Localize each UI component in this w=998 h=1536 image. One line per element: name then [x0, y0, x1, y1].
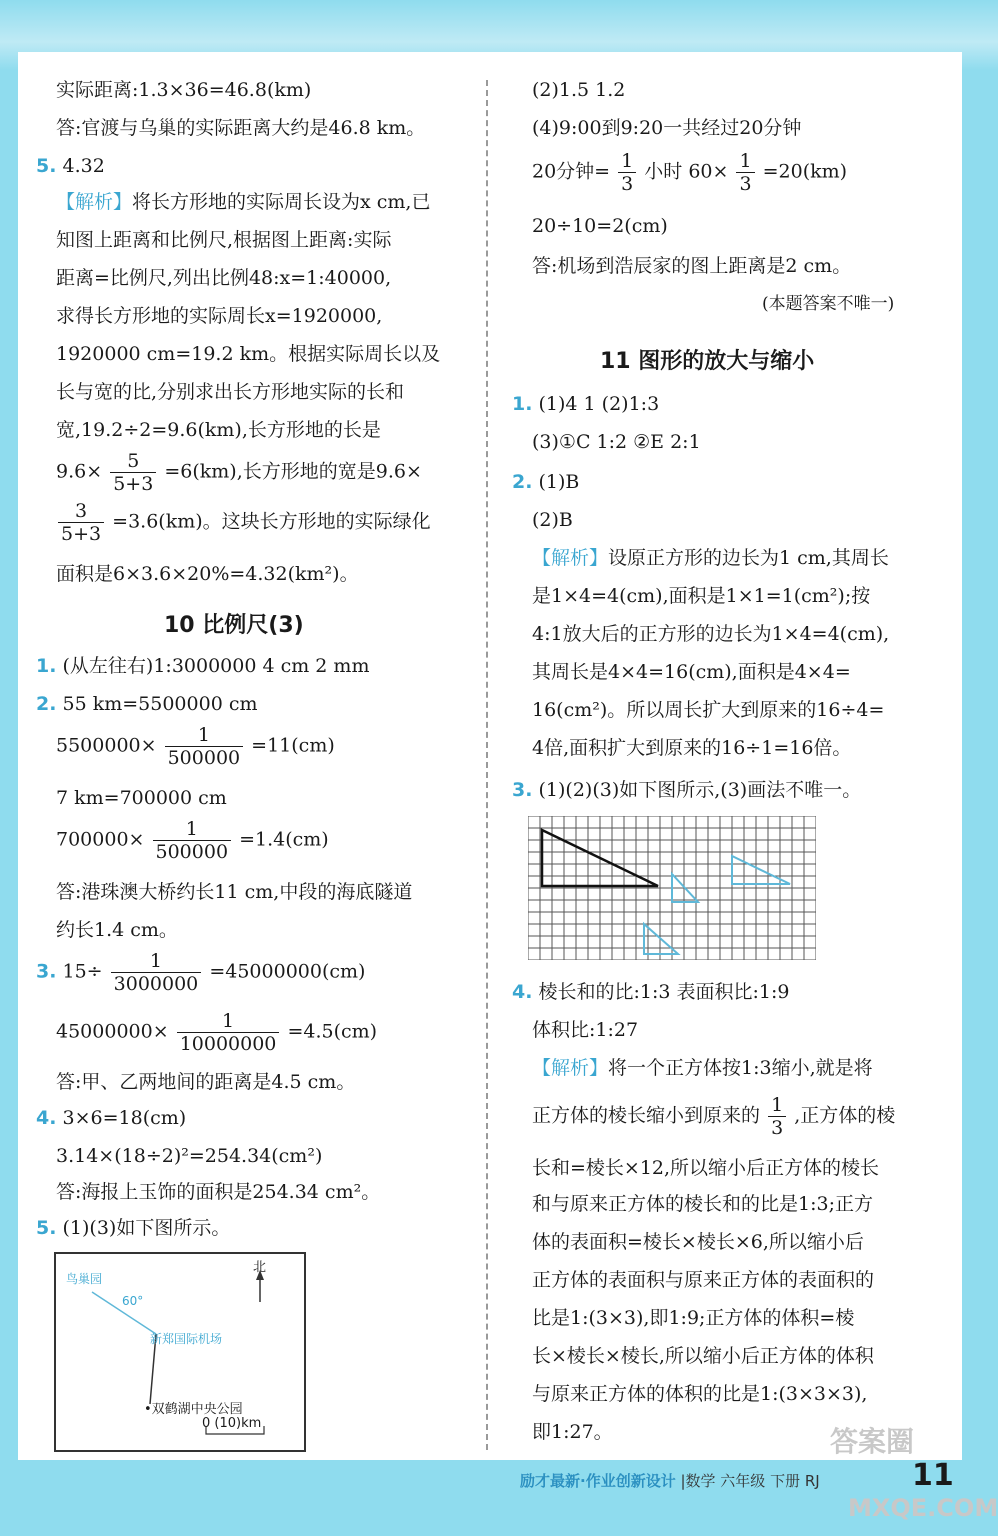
- map-point-label: 新郑国际机场: [150, 1332, 223, 1346]
- denominator: 500000: [167, 747, 241, 769]
- explanation-line: 与原来正方体的体积的比是1:(3×3×3),: [532, 1383, 868, 1405]
- answer: (1)(2)(3)如下图所示,(3)画法不唯一。: [538, 779, 862, 801]
- text: 45000000×: [56, 1020, 169, 1043]
- denominator: 500000: [155, 841, 229, 863]
- explanation-line: [532, 1094, 895, 1139]
- explanation-line: 求得长方形地的实际周长x=1920000,: [56, 305, 383, 327]
- fraction: [165, 724, 244, 769]
- text: 将长方形地的实际周长设为x cm,已: [132, 191, 431, 213]
- question-number: 4.: [36, 1107, 57, 1129]
- note: (本题答案不唯一): [762, 294, 895, 314]
- text: 20分钟=: [532, 160, 611, 183]
- text: 700000×: [56, 828, 145, 851]
- question-number: 2.: [36, 693, 57, 715]
- numerator: 1: [177, 1010, 280, 1033]
- fraction: [618, 150, 636, 195]
- page-number: 11: [912, 1458, 954, 1493]
- text-line: (2)1.5 1.2: [532, 79, 626, 101]
- question-number: 2.: [512, 471, 533, 493]
- denominator: 3: [621, 173, 634, 195]
- map-point-label: 鸟巢园: [66, 1272, 103, 1286]
- explanation-line: 比是1:(3×3),即1:9;正方体的体积=棱: [532, 1307, 855, 1329]
- text-line: (3)①C 1:2 ②E 2:1: [532, 431, 701, 453]
- formula-line: 3.14×(18÷2)²=254.34(cm²): [56, 1145, 323, 1167]
- fraction: [111, 950, 202, 995]
- question-5: [36, 152, 105, 180]
- question-4: [36, 1104, 186, 1132]
- question-number: 1.: [512, 393, 533, 415]
- fraction: [177, 1010, 280, 1055]
- question-3: [36, 950, 365, 995]
- formula-line: [56, 818, 329, 863]
- answer: 55 km=5500000 cm: [62, 693, 258, 715]
- text-line: 答:机场到浩辰家的图上距离是2 cm。: [532, 255, 852, 277]
- question-number: 5.: [36, 1217, 57, 1239]
- explanation-line: [56, 450, 422, 495]
- question-number: 3.: [512, 779, 533, 801]
- answer: (从左往右)1:3000000 4 cm 2 mm: [62, 655, 370, 677]
- column-divider: [486, 80, 488, 1450]
- text-line: 体积比:1:27: [532, 1019, 639, 1041]
- section-title-11: 11 图形的放大与缩小: [600, 349, 815, 374]
- fraction: [153, 818, 232, 863]
- fraction: [110, 450, 156, 495]
- question-4: [512, 978, 790, 1006]
- numerator: 1: [153, 818, 232, 841]
- explanation-line: 知图上距离和比例尺,根据图上距离:实际: [56, 229, 392, 251]
- text: =45000000(cm): [209, 960, 366, 983]
- answer: 4.32: [62, 155, 105, 177]
- formula-line: [56, 724, 335, 769]
- denominator: 3: [739, 173, 752, 195]
- question-1: [36, 652, 369, 680]
- explanation-line: 是1×4=4(cm),面积是1×1=1(cm²);按: [532, 585, 871, 607]
- explanation-line: [532, 1054, 873, 1082]
- formula-line: 7 km=700000 cm: [56, 787, 227, 809]
- text: 设原正方形的边长为1 cm,其周长: [608, 547, 889, 569]
- grid-svg: [528, 816, 816, 960]
- question-2: [36, 690, 257, 718]
- explanation-line: 1920000 cm=19.2 km。根据实际周长以及: [56, 343, 441, 365]
- numerator: 1: [111, 950, 202, 973]
- denominator: 3: [771, 1117, 784, 1139]
- text: =20(km): [762, 160, 848, 183]
- numerator: 1: [165, 724, 244, 747]
- formula-line: [56, 1010, 377, 1055]
- question-5b: [36, 1214, 230, 1242]
- fraction: [768, 1094, 786, 1139]
- text-line: 实际距离:1.3×36=46.8(km): [56, 79, 312, 101]
- explanation-line: 即1:27。: [532, 1421, 613, 1443]
- text: 9.6×: [56, 460, 103, 483]
- answer: (1)(3)如下图所示。: [62, 1217, 231, 1239]
- footer-brand: 励才最新·作业创新设计: [520, 1472, 676, 1490]
- text: 5500000×: [56, 734, 157, 757]
- question-1: [512, 390, 659, 418]
- question-number: 3.: [36, 960, 57, 983]
- question-number: 4.: [512, 981, 533, 1003]
- text-line: 约长1.4 cm。: [56, 919, 178, 941]
- text: =3.6(km)。这块长方形地的实际绿化: [112, 510, 431, 533]
- question-number: 5.: [36, 155, 57, 177]
- explanation-line: 长与宽的比,分别求出长方形地实际的长和: [56, 381, 405, 403]
- question-3: [512, 776, 861, 804]
- numerator: 1: [736, 150, 754, 173]
- numerator: 5: [110, 450, 156, 473]
- explanation-line: 4:1放大后的正方形的边长为1×4=4(cm),: [532, 623, 890, 645]
- text: 小时 60×: [644, 160, 729, 183]
- footer-subject: |数学 六年级 下册 RJ: [680, 1472, 820, 1490]
- section-title-10: 10 比例尺(3): [164, 613, 304, 638]
- angle-label: 60°: [122, 1294, 144, 1308]
- scale-label: 0 (10)km: [202, 1416, 262, 1431]
- text-line: (4)9:00到9:20一共经过20分钟: [532, 117, 802, 139]
- explanation-line: 16(cm²)。所以周长扩大到原来的16÷4=: [532, 699, 885, 721]
- watermark-url: MXQE.COM: [848, 1494, 998, 1522]
- answer: (1)B: [538, 471, 580, 493]
- denominator: 5+3: [61, 523, 102, 545]
- explanation-line: [56, 188, 430, 216]
- footer: [520, 1470, 820, 1491]
- text: ,正方体的棱: [794, 1104, 896, 1127]
- watermark-logo: 答案圈: [830, 1425, 915, 1458]
- analysis-tag: 【解析】: [532, 547, 609, 569]
- text: 将一个正方体按1:3缩小,就是将: [608, 1057, 873, 1079]
- answer: (1)4 1 (2)1:3: [538, 393, 660, 415]
- explanation-line: 其周长是4×4=16(cm),面积是4×4=: [532, 661, 851, 683]
- numerator: 1: [618, 150, 636, 173]
- numerator: 1: [768, 1094, 786, 1117]
- text-line: (2)B: [532, 509, 573, 531]
- explanation-line: [532, 544, 889, 572]
- denominator: 3000000: [113, 973, 199, 995]
- fraction: [736, 150, 754, 195]
- explanation-line: 和与原来正方体的棱长和的比是1:3;正方: [532, 1193, 873, 1215]
- text-line: 答:官渡与乌巢的实际距离大约是46.8 km。: [56, 117, 426, 139]
- denominator: 5+3: [113, 473, 154, 495]
- explanation-line: 面积是6×3.6×20%=4.32(km²)。: [56, 563, 359, 585]
- text: 15÷: [62, 960, 103, 983]
- text: =4.5(cm): [287, 1020, 378, 1043]
- question-number: 1.: [36, 655, 57, 677]
- text: 正方体的棱长缩小到原来的: [532, 1104, 761, 1127]
- explanation-line: 距离=比例尺,列出比例48:x=1:40000,: [56, 267, 392, 289]
- explanation-line: 体的表面积=棱长×棱长×6,所以缩小后: [532, 1231, 864, 1253]
- question-2: [512, 468, 579, 496]
- formula-line: [532, 150, 847, 195]
- text-line: 答:海报上玉饰的面积是254.34 cm²。: [56, 1181, 381, 1203]
- text: =6(km),长方形地的宽是9.6×: [164, 460, 422, 483]
- explanation-line: [56, 500, 431, 545]
- north-label: 北: [253, 1260, 267, 1275]
- analysis-tag: 【解析】: [56, 191, 133, 213]
- answer: 棱长和的比:1:3 表面积比:1:9: [538, 981, 790, 1003]
- text: =1.4(cm): [239, 828, 329, 851]
- denominator: 10000000: [179, 1033, 277, 1055]
- grid-figure: [528, 816, 816, 960]
- text-line: 20÷10=2(cm): [532, 215, 668, 237]
- explanation-line: 长×棱长×棱长,所以缩小后正方体的体积: [532, 1345, 874, 1367]
- analysis-tag: 【解析】: [532, 1057, 609, 1079]
- explanation-line: 宽,19.2÷2=9.6(km),长方形地的长是: [56, 419, 381, 441]
- explanation-line: 正方体的表面积与原来正方体的表面积的: [532, 1269, 875, 1291]
- text-line: 答:港珠澳大桥约长11 cm,中段的海底隧道: [56, 881, 413, 903]
- explanation-line: 4倍,面积扩大到原来的16÷1=16倍。: [532, 737, 852, 759]
- map-figure: [54, 1252, 306, 1452]
- answer: 3×6=18(cm): [62, 1107, 187, 1129]
- map-point-label: •双鹤湖中央公园: [144, 1402, 243, 1417]
- text-line: 答:甲、乙两地间的距离是4.5 cm。: [56, 1071, 356, 1093]
- explanation-line: 长和=棱长×12,所以缩小后正方体的棱长: [532, 1157, 880, 1179]
- numerator: 3: [58, 500, 104, 523]
- text: =11(cm): [251, 734, 335, 757]
- fraction: [58, 500, 104, 545]
